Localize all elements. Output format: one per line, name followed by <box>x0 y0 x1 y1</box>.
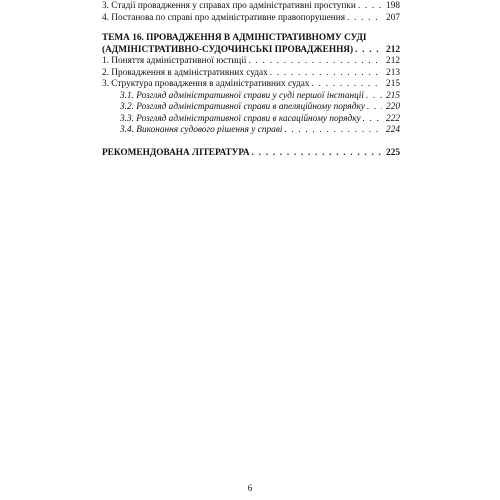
toc-subentry-text: 3.1. Розгляд адміністративної справи у суді першої інстанції <box>120 90 364 101</box>
toc-subentry-page: 224 <box>386 125 400 135</box>
toc-entry-3-stages[interactable] <box>102 1 400 13</box>
dot-leader <box>366 91 382 103</box>
toc-entry-text: 1. Поняття адміністративної юстиції <box>102 56 247 66</box>
toc-entry-page: 198 <box>386 1 400 11</box>
toc-entry-page: 207 <box>386 12 400 23</box>
toc-topic16-title-text: (АДМІНІСТРАТИВНО-СУДОЧИНСЬКІ ПРОВАДЖЕННЯ) <box>102 44 354 55</box>
dot-leader <box>248 56 382 68</box>
toc-subentry-text: 3.2. Розгляд адміністративної справи в апеляційному порядку <box>120 102 365 112</box>
toc-subentry-page: 222 <box>386 113 400 124</box>
toc-subentry-3-2[interactable] <box>102 102 400 114</box>
toc-entry-page: 225 <box>386 147 400 158</box>
dot-leader <box>367 102 382 114</box>
page-number: 6 <box>247 483 253 493</box>
dot-leader <box>270 68 382 80</box>
dot-leader <box>347 13 382 25</box>
dot-leader <box>252 148 382 160</box>
toc-subentry-3-3[interactable] <box>102 114 400 126</box>
toc-entry-text: 3. Стадії провадження у справах про адміністративні проступки <box>102 1 356 11</box>
toc-subentry-text: 3.4. Виконання судового рішення у справі <box>120 125 283 135</box>
toc-entry-page: 215 <box>386 79 400 89</box>
table-of-contents <box>102 1 400 159</box>
dot-leader <box>355 45 382 57</box>
toc-entry-literature[interactable] <box>102 148 400 160</box>
toc-entry-text: 4. Постанова по справі про адміністративне правопорушення <box>102 12 345 23</box>
toc-entry-text: 2. Провадження в адміністративних судах <box>102 67 268 78</box>
toc-entry-3-structure[interactable] <box>102 79 400 91</box>
spacer <box>102 137 400 148</box>
toc-subentry-text: 3.3. Розгляд адміністративної справи в касаційному порядку <box>120 113 361 124</box>
toc-topic16-title-line1[interactable]: ТЕМА 16. ПРОВАДЖЕННЯ В АДМІНІСТРАТИВНОМУ СУДІ <box>102 33 367 43</box>
toc-subentry-page: 220 <box>386 102 400 112</box>
dot-leader <box>358 1 382 13</box>
spacer <box>102 24 400 33</box>
toc-entry-page: 212 <box>386 56 400 66</box>
toc-entry-text: РЕКОМЕНДОВАНА ЛІТЕРАТУРА <box>102 147 250 158</box>
toc-entry-2-courts[interactable] <box>102 68 400 80</box>
toc-entry-4-decision[interactable] <box>102 13 400 25</box>
dot-leader <box>284 125 382 137</box>
toc-entry-text: 3. Структура провадження в адміністративних судах <box>102 79 310 89</box>
dot-leader <box>312 79 382 91</box>
toc-topic16-title-line2[interactable] <box>102 45 400 57</box>
toc-subentry-page: 215 <box>386 90 400 101</box>
toc-subentry-3-4[interactable] <box>102 125 400 137</box>
toc-entry-page: 213 <box>386 67 400 78</box>
toc-subentry-3-1[interactable] <box>102 91 400 103</box>
dot-leader <box>363 114 382 126</box>
toc-topic16-page: 212 <box>386 44 400 55</box>
toc-entry-1-justice[interactable] <box>102 56 400 68</box>
